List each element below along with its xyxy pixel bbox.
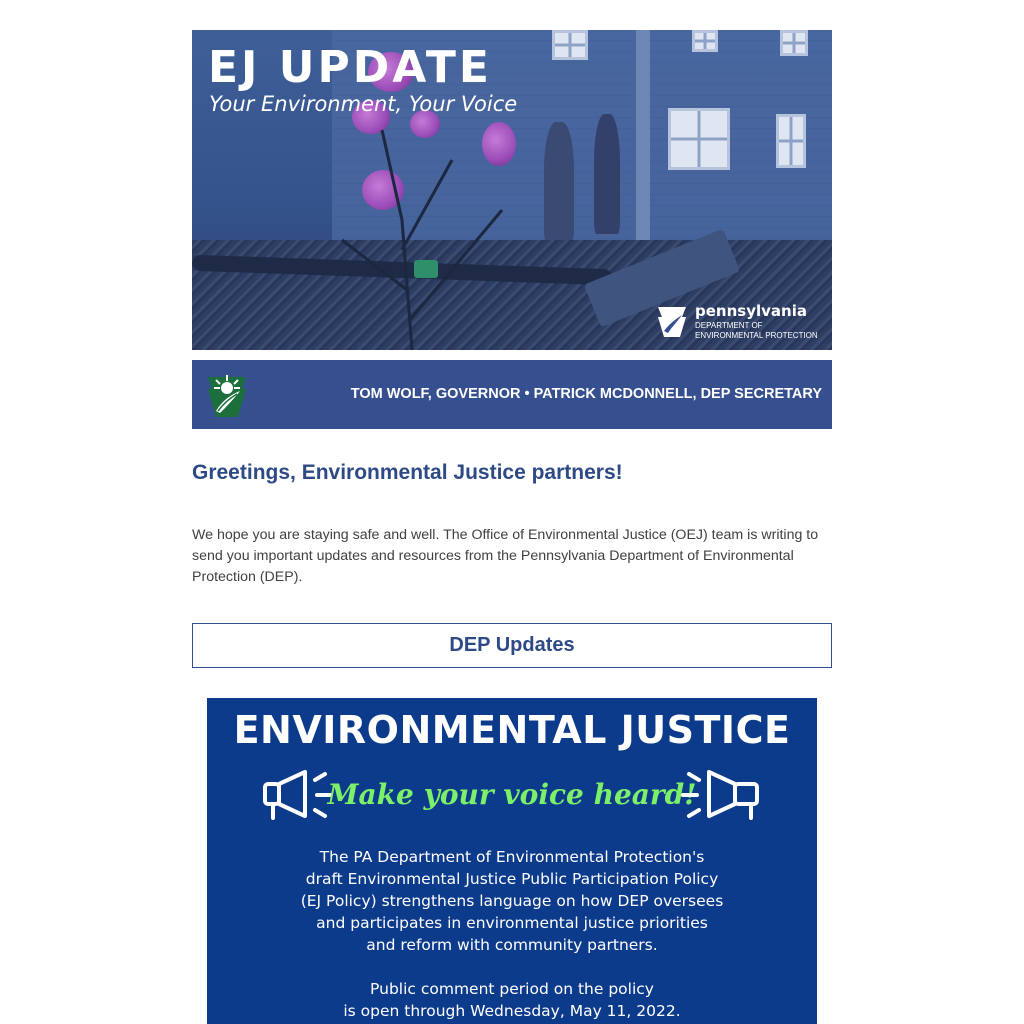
person-figure [544, 122, 574, 242]
pennsylvania-dep-logo [654, 302, 826, 342]
ej-body-line: draft Environmental Justice Public Participation Policy [305, 870, 719, 888]
megaphone-icon [681, 768, 761, 824]
keystone-icon [654, 303, 690, 339]
ej-graphic-title: ENVIRONMENTAL JUSTICE [233, 708, 791, 752]
logo-department: DEPARTMENT OF ENVIRONMENTAL PROTECTION [695, 321, 818, 340]
section-header-box [192, 623, 832, 668]
governor-bar [192, 360, 832, 429]
ej-body-line: and reform with community partners. [366, 936, 658, 954]
ej-tagline: Make your voice heard! [327, 778, 697, 811]
hero-subtitle: Your Environment, Your Voice [209, 92, 518, 116]
flower-stems [302, 90, 522, 350]
greeting-heading: Greetings, Environmental Justice partners! [192, 461, 623, 484]
hero-banner [192, 30, 832, 350]
hero-title: EJ UPDATE [208, 42, 492, 93]
logo-name: pennsylvania [695, 302, 807, 320]
building-window [552, 30, 588, 60]
ej-body-line: The PA Department of Environmental Protection's [319, 848, 705, 866]
intro-paragraph: We hope you are staying safe and well. The Office of Environmental Justice (OEJ) team is writing to send you important updates and resources from the Pennsylvania Department of Environmental Protection (DEP). [192, 527, 819, 585]
ej-announcement-graphic[interactable] [207, 698, 817, 1024]
ej-body-line: (EJ Policy) strengthens language on how DEP oversees [300, 892, 724, 910]
ej-body-line: and participates in environmental justice priorities [316, 914, 708, 932]
governor-text: TOM WOLF, GOVERNOR • PATRICK MCDONNELL, DEP SECRETARY [350, 386, 822, 402]
ej-comment-line: Public comment period on the policy [370, 980, 654, 998]
building-window [692, 30, 718, 52]
building-window [780, 30, 808, 56]
pa-keystone-icon [202, 371, 252, 419]
section-title: DEP Updates [449, 634, 575, 656]
ej-graphic-body [207, 846, 817, 1022]
building-window [668, 108, 730, 170]
building-window [776, 114, 806, 168]
ej-comment-line: is open through Wednesday, May 11, 2022. [343, 1002, 681, 1020]
person-figure [594, 114, 620, 234]
spacer [207, 956, 817, 978]
email-body [192, 0, 832, 1024]
